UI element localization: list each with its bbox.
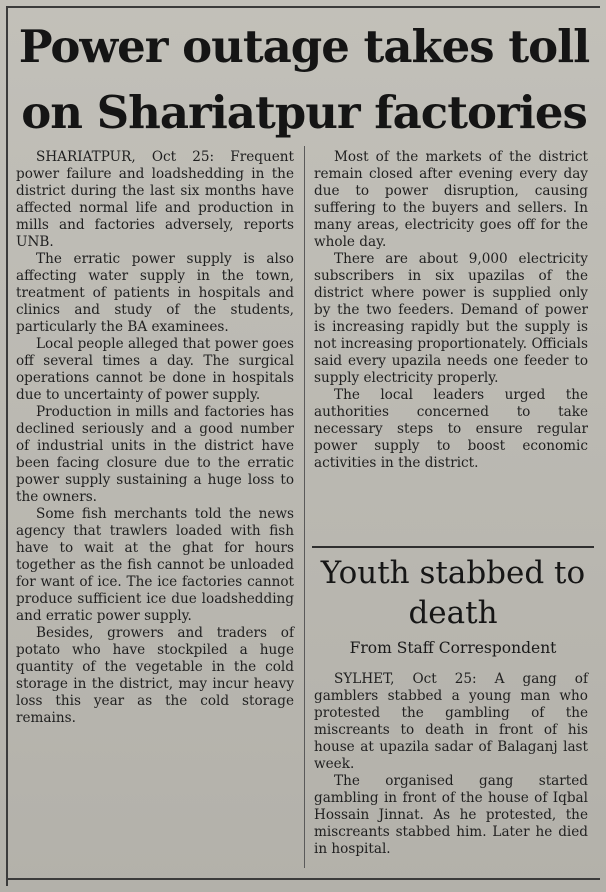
second-paragraph: SYLHET, Oct 25: A gang of gamblers stabbed a young man who protested the gambling of the miscreants to death in front of his house at upazila sadar of Balaganj last week. bbox=[314, 671, 588, 772]
main-paragraph: SHARIATPUR, Oct 25: Frequent power failure and loadshedding in the district during the last six months have affected normal life and production in mills and factories adversely, reports UNB. bbox=[16, 149, 294, 250]
main-paragraph: Most of the markets of the district remain closed after evening every day due to power disruption, causing suffering to the buyers and sellers. In many areas, electricity goes off for the whole day. bbox=[314, 149, 588, 250]
main-article-left-column bbox=[16, 149, 294, 727]
clipping-border-bottom bbox=[6, 878, 600, 880]
main-paragraph: There are about 9,000 electricity subscribers in six upazilas of the district where power is supplied only by the two feeders. Demand of power is increasing rapidly but the supply is not increasing proportionately. Officials said every upazila needs one feeder to supply electricity properly. bbox=[314, 251, 588, 386]
clipping-border-left bbox=[6, 6, 8, 886]
main-paragraph: The erratic power supply is also affecting water supply in the town, treatment of patients in hospitals and clinics and study of the students, particularly the BA examinees. bbox=[16, 251, 294, 335]
article-divider bbox=[312, 546, 594, 548]
second-article-body bbox=[314, 671, 588, 858]
main-paragraph: The local leaders urged the authorities concerned to take necessary steps to ensure regular power supply to boost economic activities in the district. bbox=[314, 387, 588, 471]
main-paragraph: Local people alleged that power goes off several times a day. The surgical operations cannot be done in hospitals due to uncertainty of power supply. bbox=[16, 336, 294, 403]
second-paragraph: The organised gang started gambling in front of the house of Iqbal Hossain Jinnat. As he protested, the miscreants stabbed him. Later he died in hospital. bbox=[314, 773, 588, 857]
clipping-border-top bbox=[6, 6, 600, 8]
column-divider bbox=[304, 146, 305, 868]
main-headline: Power outage takes toll on Shariatpur factories bbox=[18, 20, 590, 139]
second-headline: Youth stabbed to death bbox=[320, 555, 586, 631]
main-paragraph: Production in mills and factories has declined seriously and a good number of industrial units in the district have been facing closure due to the erratic power supply sustaining a huge loss to the owners. bbox=[16, 404, 294, 505]
byline: From Staff Correspondent bbox=[349, 639, 557, 657]
main-paragraph: Besides, growers and traders of potato who have stockpiled a huge quantity of the vegetable in the cold storage in the district, may incur heavy loss this year as the cold storage remains. bbox=[16, 625, 294, 726]
main-paragraph: Some fish merchants told the news agency that trawlers loaded with fish have to wait at the ghat for hours together as the fish cannot be unloaded for want of ice. The ice factories cannot produce sufficient ice due loadshedding and erratic power supply. bbox=[16, 506, 294, 624]
main-article-right-column bbox=[314, 149, 588, 472]
